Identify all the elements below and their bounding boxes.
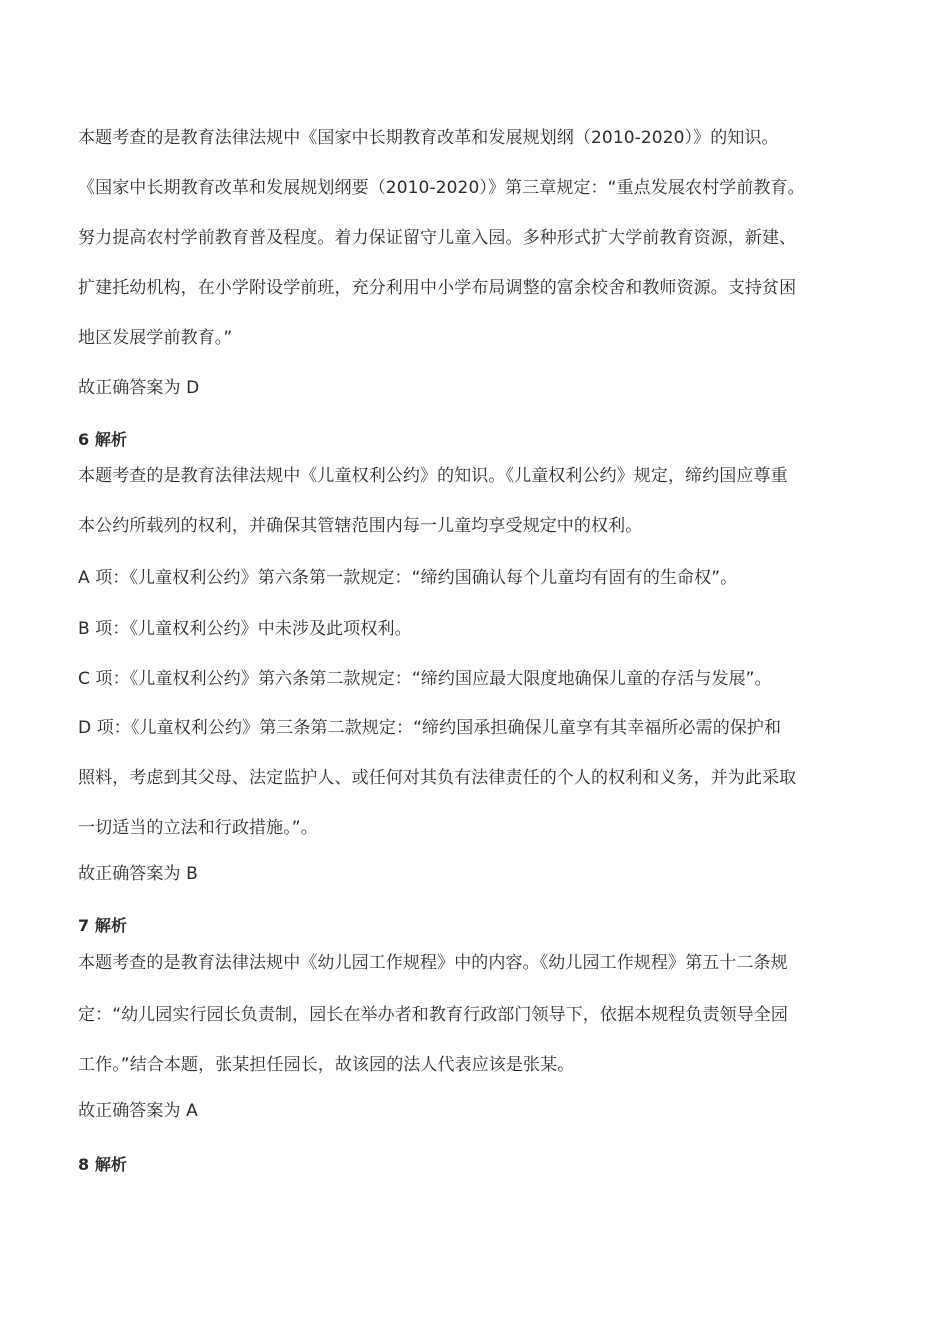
paragraph-line: 工作。”结合本题，张某担任园长，故该园的法人代表应该是张某。 — [78, 1055, 575, 1075]
paragraph-line: B 项：《儿童权利公约》中未涉及此项权利。 — [78, 619, 412, 639]
paragraph-line: 本题考查的是教育法律法规中《国家中长期教育改革和发展规划纲（2010-2020）》的知识。 — [78, 128, 779, 148]
paragraph-line: 本题考查的是教育法律法规中《儿童权利公约》的知识。《儿童权利公约》规定，缔约国应尊重 — [78, 466, 788, 486]
paragraph-line: A 项：《儿童权利公约》第六条第一款规定：“缔约国确认每个儿童均有固有的生命权”。 — [78, 568, 738, 588]
paragraph-line: 扩建托幼机构，在小学附设学前班，充分利用中小学布局调整的富余校舍和教师资源。支持贫困 — [78, 278, 797, 298]
paragraph-line: 地区发展学前教育。” — [78, 328, 233, 348]
answer-line: 故正确答案为 A — [78, 1101, 198, 1121]
section-heading: 7 解析 — [78, 916, 128, 935]
paragraph-line: 定：“幼儿园实行园长负责制，园长在举办者和教育行政部门领导下，依据本规程负责领导全园 — [78, 1005, 789, 1025]
paragraph-line: 一切适当的立法和行政措施。”。 — [78, 818, 318, 838]
section-heading: 8 解析 — [78, 1155, 128, 1174]
paragraph-line: 《国家中长期教育改革和发展规划纲要（2010-2020）》第三章规定：“重点发展农村学前教育。 — [78, 178, 805, 198]
section-heading: 6 解析 — [78, 430, 128, 449]
answer-line: 故正确答案为 D — [78, 378, 200, 398]
paragraph-line: 努力提高农村学前教育普及程度。着力保证留守儿童入园。多种形式扩大学前教育资源，新建、 — [78, 228, 797, 248]
answer-line: 故正确答案为 B — [78, 864, 198, 884]
paragraph-line: 本题考查的是教育法律法规中《幼儿园工作规程》中的内容。《幼儿园工作规程》第五十二条规 — [78, 953, 788, 973]
paragraph-line: 本公约所载列的权利，并确保其管辖范围内每一儿童均享受规定中的权利。 — [78, 516, 643, 536]
paragraph-line: 照料，考虑到其父母、法定监护人、或任何对其负有法律责任的个人的权利和义务，并为此采取 — [78, 768, 797, 788]
paragraph-line: D 项：《儿童权利公约》第三条第二款规定：“缔约国承担确保儿童享有其幸福所必需的保护和 — [78, 718, 782, 738]
paragraph-line: C 项：《儿童权利公约》第六条第二款规定：“缔约国应最大限度地确保儿童的存活与发展”。 — [78, 669, 772, 689]
